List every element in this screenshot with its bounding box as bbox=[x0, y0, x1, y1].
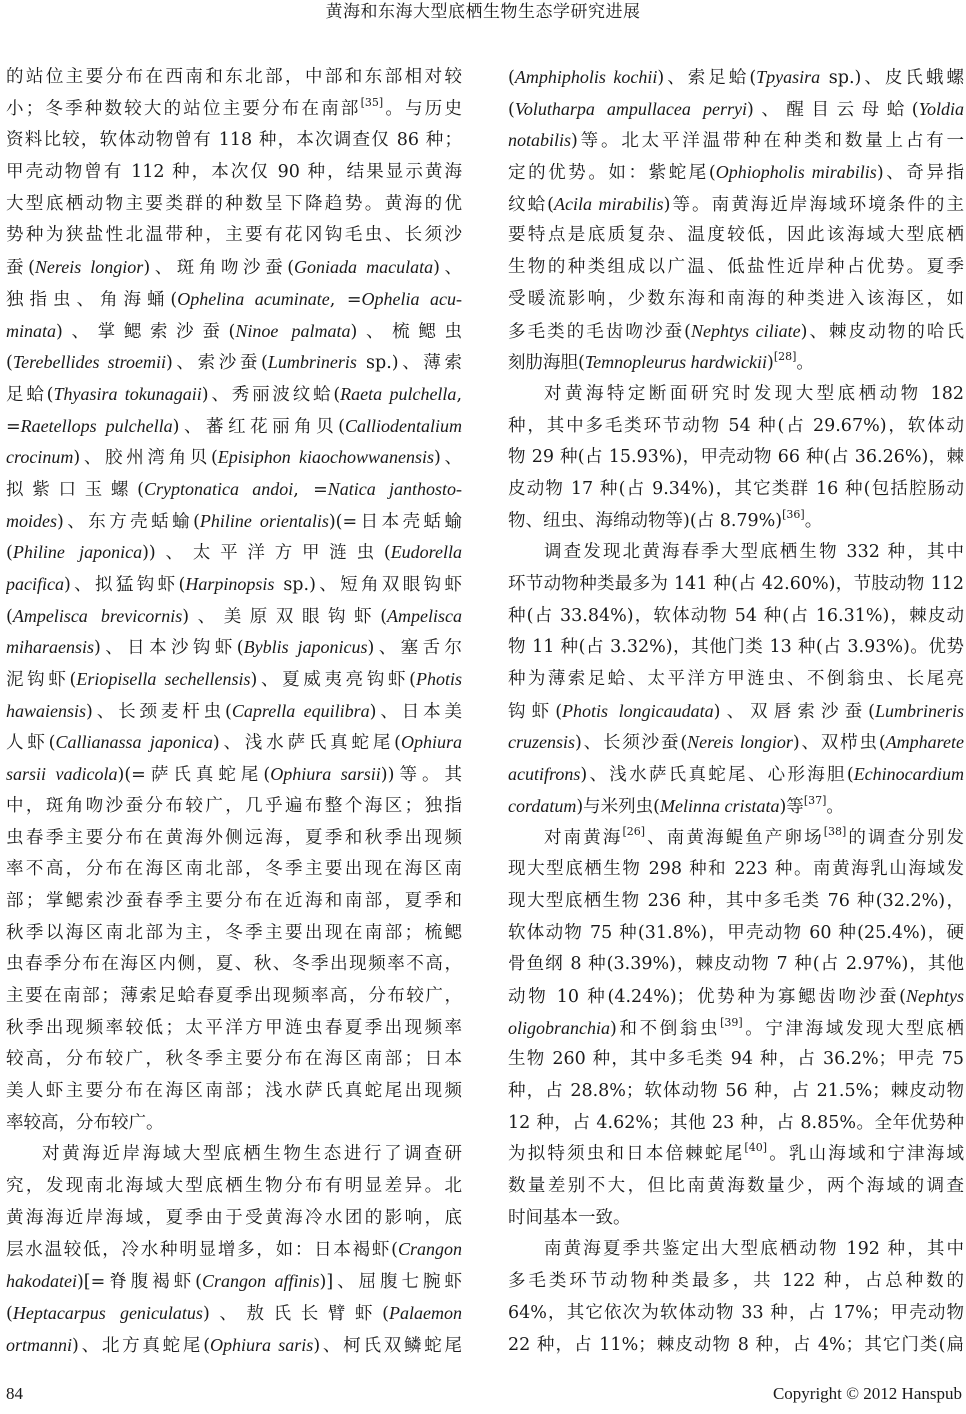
text-line: 虫春季分布在海区内侧，夏、秋、冬季出现频率不高， bbox=[6, 954, 462, 975]
text-line: 的站位主要分布在西南和东北部，中部和东部相对较 bbox=[6, 67, 462, 87]
text-line: 主要在南部；薄索足蛤春夏季出现频率高，分布较广， bbox=[6, 985, 462, 1006]
text-line: hakodatei)[=脊腹褐虾(Crangon affinis)]、屈腹七腕虾 bbox=[6, 1271, 462, 1293]
text-line: crocinum)、胶州湾角贝(Episiphon kiaochowwanensis)、 bbox=[6, 447, 462, 469]
text-line: 对黄海特定断面研究时发现大型底栖动物 182 bbox=[544, 383, 964, 404]
text-line: 环节动物种类最多为 141 种(占 42.60%)，节肢动物 112 bbox=[508, 574, 964, 594]
text-line: 纹蛤(Acila mirabilis)等。南黄海近岸海域环境条件的主 bbox=[508, 193, 964, 215]
text-line: 足蛤(Thyasira tokunagaii)、秀丽波纹蛤(Raeta pulchella, bbox=[6, 383, 462, 405]
right-column bbox=[508, 62, 964, 1361]
text-line: 中，斑角吻沙蚕分布较广，几乎遍布整个海区；独指 bbox=[6, 795, 462, 816]
text-line: ortmanni)、北方真蛇尾(Ophiura saris)、柯氏双鳞蛇尾 bbox=[6, 1334, 462, 1356]
text-line: (Ampelisca brevicornis)、美原双眼钩虾(Ampelisca bbox=[6, 605, 462, 627]
text-line: 秋季以海区南北部为主，冬季主要出现在南部；梳鳃 bbox=[6, 922, 462, 943]
text-line: 较高，分布较广，秋冬季主要分布在海区南部；日本 bbox=[6, 1049, 462, 1070]
text-line: 物 11 种(占 3.32%)，其他门类 13 种(占 3.93%)。优势 bbox=[508, 637, 964, 658]
text-line: 大型底栖动物主要类群的种数呈下降趋势。黄海的优 bbox=[6, 193, 462, 214]
text-line: 率较高，分布较广。 bbox=[6, 1112, 164, 1133]
text-line: 物 29 种(占 15.93%)，甲壳动物 66 种(占 36.26%)，棘 bbox=[508, 447, 964, 468]
text-line: 为拟特须虫和日本倍棘蛇尾[40]。乳山海域和宁津海域 bbox=[508, 1141, 964, 1165]
text-line: 南黄海夏季共鉴定出大型底栖动物 192 种，其中 bbox=[544, 1239, 964, 1260]
text-line: miharaensis)、日本沙钩虾(Byblis japonicus)、塞舌尔 bbox=[6, 637, 462, 659]
text-line: 钩虾(Photis longicaudata)、双唇索沙蚕(Lumbrineris bbox=[508, 700, 964, 722]
text-line: 要特点是底质复杂、温度较低，因此该海域大型底栖 bbox=[508, 225, 964, 246]
text-line: 22 种，占 11%；棘皮动物 8 种，占 4%；其它门类(扁 bbox=[508, 1334, 964, 1355]
text-line: 现大型底栖生物 236 种，其中多毛类 76 种(32.2%)， bbox=[508, 890, 964, 911]
text-line: 物、纽虫、海绵动物等)(占 8.79%)[36]。 bbox=[508, 507, 823, 531]
text-line: 多毛类的毛齿吻沙蚕(Nephtys ciliate)、棘皮动物的哈氏 bbox=[508, 320, 964, 342]
text-line: (Philine japonica))、太平洋方甲涟虫(Eudorella bbox=[6, 542, 462, 564]
text-line: pacifica)、拟猛钩虾(Harpinopsis sp.)、短角双眼钩虾 bbox=[6, 574, 462, 595]
text-line: 泥钩虾(Eriopisella sechellensis)、夏威夷亮钩虾(Photis bbox=[6, 669, 462, 691]
text-line: moides)、东方壳蛞蝓(Philine orientalis)(=日本壳蛞蝓 bbox=[6, 510, 462, 532]
text-line: 软体动物 75 种(31.8%)，甲壳动物 60 种(25.4%)，硬 bbox=[508, 922, 964, 943]
text-line: (Amphipholis kochii)、索足蛤(Tpyasira sp.)、皮氏蛾螺 bbox=[508, 67, 964, 88]
text-line: 势种为狭盐性北温带种，主要有花冈钩毛虫、长须沙 bbox=[6, 225, 462, 246]
text-line: 生物 260 种，其中多毛类 94 种，占 36.2%；甲壳 75 bbox=[508, 1049, 964, 1070]
text-line: 甲壳动物曾有 112 种，本次仅 90 种，结果显示黄海 bbox=[6, 162, 462, 183]
text-line: 受暖流影响，少数东海和南海的种类进入该海区，如 bbox=[508, 288, 964, 309]
text-line: (Heptacarpus geniculatus)、敖氏长臂虾(Palaemon bbox=[6, 1302, 462, 1324]
text-line: 种，占 28.8%；软体动物 56 种，占 21.5%；棘皮动物 bbox=[508, 1081, 964, 1101]
text-line: 骨鱼纲 8 种(3.39%)，棘皮动物 7 种(占 2.97%)，其他 bbox=[508, 954, 964, 975]
text-line: 调查发现北黄海春季大型底栖生物 332 种，其中 bbox=[544, 542, 964, 563]
text-line: 率不高，分布在海区南北部，冬季主要出现在海区南 bbox=[6, 859, 462, 880]
text-line: 究，发现南北海域大型底栖生物分布有明显差异。北 bbox=[6, 1176, 462, 1197]
text-line: 定的优势。如：紫蛇尾(Ophiopholis mirabilis)、奇异指 bbox=[508, 162, 964, 184]
text-line: sarsii vadicola)(=萨氏真蛇尾(Ophiura sarsii))等。其 bbox=[6, 764, 462, 786]
text-line: cordatum)与米列虫(Melinna cristata)等[37]。 bbox=[508, 793, 844, 817]
text-line: 64%，其它依次为软体动物 33 种，占 17%；甲壳动物 bbox=[508, 1302, 964, 1323]
left-column bbox=[6, 62, 462, 1361]
text-line: 黄海海近岸海域，夏季由于受黄海冷水团的影响，底 bbox=[6, 1207, 462, 1228]
copyright-notice: Copyright © 2012 Hanspub bbox=[772, 1384, 962, 1403]
text-line: notabilis)等。北太平洋温带种在种类和数量上占有一 bbox=[508, 130, 964, 152]
text-line: (Volutharpa ampullacea perryi)、醒目云母蛤(Yoldia bbox=[508, 98, 964, 120]
page-number: 84 bbox=[6, 1384, 23, 1403]
text-line: 皮动物 17 种(占 9.34%)，其它类群 16 种(包括腔肠动 bbox=[508, 478, 964, 499]
text-line: acutifrons)、浅水萨氏真蛇尾、心形海胆(Echinocardium bbox=[508, 764, 964, 786]
text-line: 生物的种类组成以广温、低盐性近岸种占优势。夏季 bbox=[508, 257, 964, 278]
text-line: =Raetellops pulchella)、蕃红花丽角贝(Calliodentalium bbox=[6, 415, 462, 437]
text-line: 刻肋海胆(Temnopleurus hardwickii)[28]。 bbox=[508, 350, 814, 374]
text-line: 数量差别不大，但比南黄海数量少，两个海域的调查 bbox=[508, 1176, 964, 1197]
text-line: 种为薄索足蛤、太平洋方甲涟虫、不倒翁虫、长尾亮 bbox=[508, 669, 964, 690]
text-line: oligobranchia)和不倒翁虫[39]。宁津海域发现大型底栖 bbox=[508, 1015, 964, 1039]
text-line: 美人虾主要分布在海区南部；浅水萨氏真蛇尾出现频 bbox=[6, 1081, 462, 1101]
text-line: hawaiensis)、长颈麦杆虫(Caprella equilibra)、日本美 bbox=[6, 700, 462, 722]
text-line: 时间基本一致。 bbox=[508, 1207, 631, 1228]
text-line: 虫春季主要分布在黄海外侧远海，夏季和秋季出现频 bbox=[6, 827, 462, 848]
running-title: 黄海和东海大型底栖生物生态学研究进展 bbox=[325, 2, 641, 22]
text-line: 种，其中多毛类环节动物 54 种(占 29.67%)，软体动 bbox=[508, 415, 964, 436]
text-line: 对南黄海[26]、南黄海鳀鱼产卵场[38]的调查分别发 bbox=[544, 824, 964, 848]
text-line: (Terebellides stroemii)、索沙蚕(Lumbrineris sp.)、薄索 bbox=[6, 352, 462, 374]
text-line: minata)、掌鳃索沙蚕(Ninoe palmata)、梳鳃虫 bbox=[6, 320, 462, 342]
text-line: 蚕(Nereis longior)、斑角吻沙蚕(Goniada maculata)、 bbox=[6, 257, 462, 279]
text-line: 动物 10 种(4.24%)；优势种为寡鳃齿吻沙蚕(Nephtys bbox=[508, 985, 964, 1007]
text-line: 种(占 33.84%)，软体动物 54 种(占 16.31%)，棘皮动 bbox=[508, 605, 964, 626]
text-line: 资料比较，软体动物曾有 118 种，本次调查仅 86 种； bbox=[6, 130, 462, 151]
text-line: 现大型底栖生物 298 种和 223 种。南黄海乳山海域发 bbox=[508, 859, 964, 880]
text-line: 层水温较低，冷水种明显增多，如：日本褐虾(Crangon bbox=[6, 1239, 462, 1261]
text-line: 小；冬季种数较大的站位主要分布在南部[35]。与历史 bbox=[6, 95, 462, 119]
text-line: 拟紫口玉螺(Cryptonatica andoi, =Natica janthosto- bbox=[6, 478, 462, 500]
text-line: 秋季出现频率较低；太平洋方甲涟虫春夏季出现频率 bbox=[6, 1017, 462, 1038]
text-line: 多毛类环节动物种类最多，共 122 种，占总种数的 bbox=[508, 1271, 964, 1292]
text-line: 对黄海近岸海域大型底栖生物生态进行了调查研 bbox=[42, 1144, 462, 1165]
text-line: 独指虫、角海蛹(Ophelina acuminate, =Ophelia acu- bbox=[6, 288, 462, 310]
text-line: 12 种，占 4.62%；其他 23 种，占 8.85%。全年优势种 bbox=[508, 1112, 964, 1133]
text-line: 人虾(Callianassa japonica)、浅水萨氏真蛇尾(Ophiura bbox=[6, 732, 462, 754]
text-line: 部；掌鳃索沙蚕春季主要分布在近海和南部，夏季和 bbox=[6, 890, 462, 911]
text-line: cruzensis)、长须沙蚕(Nereis longior)、双栉虫(Ampharete bbox=[508, 732, 964, 754]
